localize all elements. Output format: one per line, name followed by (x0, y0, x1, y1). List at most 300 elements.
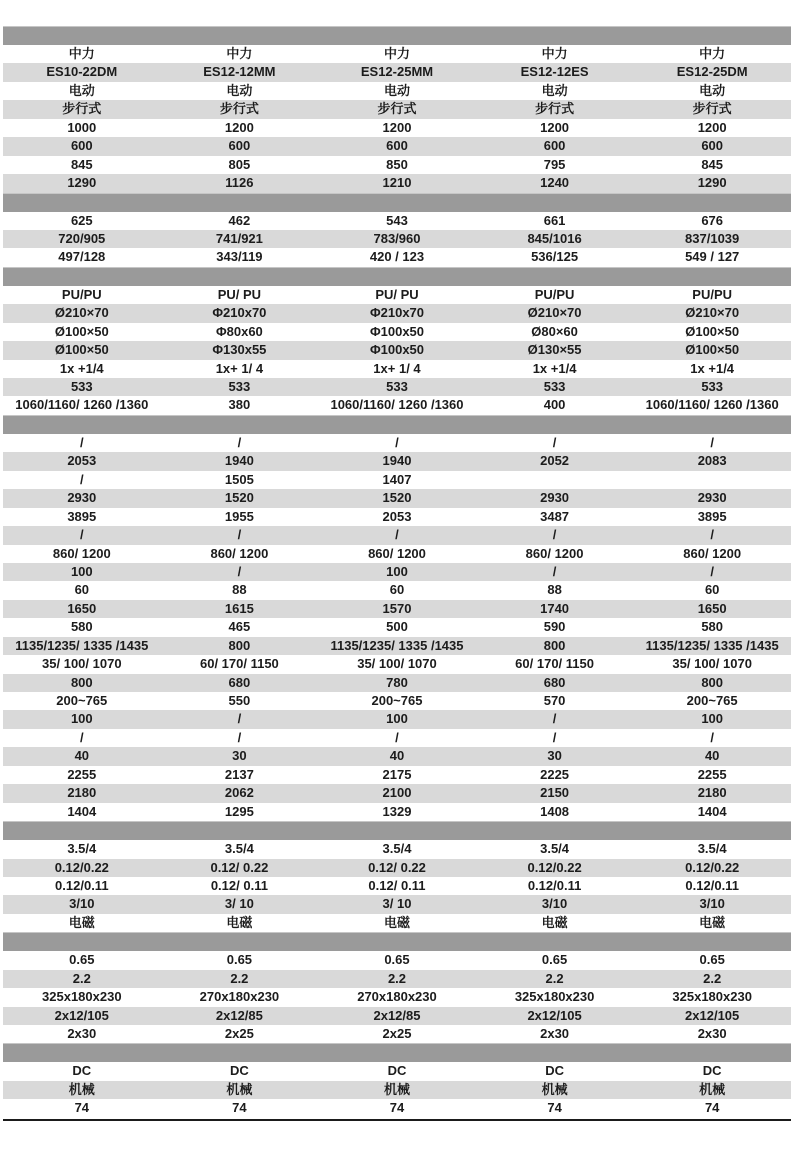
table-cell: 1404 (67, 803, 97, 819)
table-cell: 465 (228, 619, 251, 635)
table-row (3, 286, 791, 304)
table-row (3, 840, 791, 858)
table-cell: 3895 (67, 508, 97, 524)
table-cell: 步行式 (377, 101, 417, 117)
table-cell: DC (387, 1063, 407, 1079)
table-cell: 88 (547, 582, 562, 598)
table-cell: 60/ 170/ 1150 (199, 656, 279, 672)
table-cell: 0.12/ 0.22 (210, 859, 269, 875)
table-cell: 795 (543, 156, 566, 172)
table-cell: Ø100×50 (54, 323, 109, 339)
table-cell: / (237, 711, 242, 727)
table-cell: 电动 (383, 82, 410, 98)
table-cell: 1570 (382, 600, 412, 616)
table-cell: 0.12/0.11 (685, 877, 739, 893)
table-row (3, 471, 791, 489)
table-cell: 543 (386, 212, 408, 228)
table-cell: Ø100×50 (54, 342, 109, 358)
table-cell: 机械 (699, 1081, 726, 1097)
table-cell: 1x +1/4 (532, 360, 577, 376)
table-cell: 1407 (382, 471, 412, 487)
table-cell: 741/921 (215, 230, 263, 246)
table-cell: 860/ 1200 (368, 545, 426, 561)
table-cell: 2180 (697, 785, 727, 801)
table-row (3, 1007, 791, 1025)
table-cell: 676 (701, 212, 724, 228)
table-cell: DC (72, 1063, 92, 1079)
table-row (3, 526, 791, 544)
table-cell: 462 (228, 212, 251, 228)
table-cell: 3.5/4 (697, 841, 727, 857)
table-cell: 2.2 (545, 970, 564, 986)
table-cell: Φ210x70 (369, 305, 425, 321)
table-cell: 850 (386, 156, 408, 172)
table-cell: 2062 (224, 785, 254, 801)
table-cell: 机械 (541, 1081, 568, 1097)
table-row (3, 581, 791, 599)
table-cell: Φ100x50 (369, 342, 425, 358)
table-cell: 60 (389, 582, 405, 598)
table-cell: 中力 (68, 46, 95, 61)
table-cell: 0.12/ 0.11 (210, 877, 268, 893)
table-cell: / (395, 527, 399, 543)
table-cell: 1295 (224, 803, 254, 819)
table-cell: 步行式 (692, 101, 732, 117)
table-cell: 中力 (699, 46, 726, 61)
table-cell: / (552, 563, 557, 579)
table-cell: 343/119 (216, 249, 263, 265)
table-row (3, 766, 791, 784)
table-cell: 2100 (382, 785, 412, 801)
table-cell: 783/960 (373, 230, 421, 246)
table-cell: 533 (386, 379, 408, 394)
table-cell: 0.65 (384, 952, 410, 968)
section-divider-bar (3, 1043, 791, 1062)
table-cell: 3895 (697, 508, 727, 524)
table-cell: 800 (701, 674, 724, 690)
table-cell: 1290 (67, 175, 97, 191)
table-cell: 325x180x230 (42, 989, 122, 1005)
table-cell: 2083 (697, 453, 727, 469)
table-cell: 60 (704, 582, 720, 598)
table-cell: / (710, 729, 714, 745)
table-cell: Ø210×70 (527, 305, 582, 321)
table-cell: 1x +1/4 (690, 360, 735, 376)
table-cell: 中力 (226, 46, 253, 61)
table-cell: 0.65 (699, 952, 725, 968)
table-cell: 74 (232, 1100, 247, 1116)
table-cell: 3/10 (69, 896, 95, 912)
table-cell: 30 (547, 748, 562, 764)
table-row (3, 1062, 791, 1080)
table-cell: 1505 (224, 471, 254, 487)
table-cell: 1290 (697, 175, 727, 191)
table-cell: 60 (74, 582, 90, 598)
table-cell: 1940 (224, 453, 254, 469)
table-cell: 200~765 (686, 693, 738, 708)
table-cell: 1650 (67, 600, 97, 616)
table-cell: 270x180x230 (199, 989, 280, 1005)
section-divider-bar (3, 193, 791, 212)
table-cell: 中力 (383, 46, 410, 61)
table-cell: 3/ 10 (382, 896, 412, 912)
table-cell: DC (702, 1063, 722, 1079)
table-cell: Φ210x70 (212, 305, 267, 321)
table-cell: 100 (386, 563, 408, 579)
table-cell: 40 (704, 748, 720, 764)
table-cell: / (710, 527, 714, 543)
table-cell: / (237, 527, 242, 543)
table-cell: 1135/1235/ 1335 /1435 (330, 637, 464, 653)
table-row (3, 1025, 791, 1043)
table-cell: 1x+ 1/ 4 (215, 360, 264, 376)
table-row (3, 655, 791, 673)
table-cell: 88 (232, 582, 247, 598)
table-row (3, 859, 791, 877)
table-cell: 845 (70, 156, 93, 172)
table-cell: 570 (543, 693, 566, 708)
table-cell: 325x180x230 (514, 989, 595, 1005)
table-cell: 380 (228, 397, 251, 413)
table-cell: 1520 (224, 490, 254, 506)
table-bottom-rule (3, 1119, 791, 1121)
table-cell: 2x12/105 (527, 1007, 582, 1023)
table-row (3, 341, 791, 359)
table-cell: 800 (228, 637, 251, 653)
table-cell: 电磁 (699, 914, 726, 930)
table-cell: PU/PU (534, 286, 575, 302)
table-cell: 805 (228, 156, 251, 172)
table-cell: / (79, 729, 84, 745)
table-cell: / (79, 434, 84, 450)
table-cell: 1615 (224, 600, 254, 616)
table-cell: 步行式 (219, 101, 259, 117)
table-cell: 3/10 (699, 896, 725, 912)
table-row (3, 230, 791, 248)
table-cell: 2.2 (703, 970, 722, 986)
table-cell: 2x25 (224, 1026, 254, 1041)
table-row (3, 545, 791, 563)
table-cell: / (552, 711, 557, 727)
table-cell: 2.2 (230, 970, 249, 986)
table-cell: 1329 (382, 803, 412, 819)
table-cell: 60/ 170/ 1150 (515, 656, 594, 672)
table-cell: 电磁 (383, 914, 410, 930)
table-cell: 35/ 100/ 1070 (357, 656, 437, 672)
table-row (3, 1099, 791, 1117)
table-cell: 74 (547, 1100, 562, 1116)
table-cell: ES10-22DM (46, 64, 118, 80)
table-cell: 1200 (224, 119, 254, 135)
table-cell: 100 (701, 711, 724, 727)
table-cell: 0.12/0.22 (527, 859, 582, 875)
table-cell: 0.12/0.11 (527, 877, 582, 893)
table-cell: 2x30 (67, 1026, 97, 1041)
table-row (3, 877, 791, 895)
table-cell: 1650 (697, 600, 727, 616)
table-cell: 2930 (540, 490, 570, 506)
table-cell: 74 (389, 1100, 405, 1116)
table-cell: 2052 (540, 453, 570, 469)
table-cell: / (710, 434, 714, 450)
table-cell: 74 (74, 1100, 90, 1116)
table-row (3, 63, 791, 81)
table-cell: 0.12/0.11 (55, 877, 109, 893)
table-row (3, 137, 791, 155)
table-row (3, 951, 791, 969)
table-cell: 860/ 1200 (52, 545, 111, 561)
table-cell: / (237, 434, 242, 450)
table-cell: 0.65 (226, 952, 253, 968)
table-cell: / (79, 471, 84, 487)
table-row (3, 803, 791, 821)
table-cell: / (710, 563, 714, 579)
section-divider-bar (3, 415, 791, 434)
table-cell: 200~765 (56, 693, 108, 708)
table-cell: 845 (701, 156, 724, 172)
table-row (3, 396, 791, 414)
table-cell: 2.2 (387, 970, 407, 986)
table-cell: 837/1039 (685, 230, 740, 246)
table-cell: 3.5/4 (224, 841, 254, 857)
table-cell: ES12-12MM (203, 64, 276, 80)
table-cell: 100 (386, 711, 408, 727)
table-cell: 2x12/105 (54, 1007, 109, 1023)
table-cell: 2175 (382, 766, 412, 782)
table-cell: 1940 (382, 453, 412, 469)
table-row (3, 323, 791, 341)
table-cell: 电动 (226, 82, 253, 98)
spec-sheet (3, 26, 791, 1121)
table-cell: 533 (543, 379, 566, 394)
table-row (3, 618, 791, 636)
table-cell: DC (230, 1063, 249, 1079)
table-row (3, 1081, 791, 1099)
table-cell: 74 (704, 1100, 720, 1116)
table-cell: DC (545, 1063, 564, 1079)
section-divider-bar (3, 26, 791, 45)
table-cell: 2053 (67, 453, 97, 469)
table-cell: 0.65 (69, 952, 95, 968)
table-cell: 550 (228, 693, 251, 708)
table-cell: 600 (386, 138, 408, 154)
table-cell: 500 (386, 619, 408, 635)
table-cell: 2137 (224, 766, 254, 782)
table-cell: 536/125 (531, 249, 579, 265)
table-cell: ES12-12ES (520, 64, 589, 80)
table-cell: 2x12/85 (373, 1007, 421, 1023)
table-cell: 0.65 (541, 952, 568, 968)
table-cell: 2255 (697, 766, 727, 782)
table-cell: 1135/1235/ 1335 /1435 (15, 637, 149, 653)
section-divider-bar (3, 932, 791, 951)
table-row (3, 692, 791, 710)
table-cell: 1408 (540, 803, 570, 819)
table-cell: Ø80×60 (531, 323, 578, 339)
table-row (3, 637, 791, 655)
table-cell: ES12-25DM (676, 64, 748, 80)
section-divider-bar (3, 821, 791, 840)
table-cell: 2180 (67, 785, 97, 801)
table-cell: 电磁 (68, 914, 95, 930)
table-cell: 661 (543, 212, 566, 228)
table-cell: Ø100×50 (685, 342, 740, 358)
table-cell: / (395, 729, 399, 745)
table-row (3, 212, 791, 230)
table-cell: 1x+ 1/ 4 (373, 360, 421, 376)
table-row (3, 248, 791, 266)
table-cell: 0.12/ 0.11 (368, 877, 426, 893)
table-row (3, 119, 791, 137)
table-cell: 2053 (382, 508, 412, 524)
table-cell: 2930 (697, 490, 727, 506)
table-cell: 机械 (383, 1081, 410, 1097)
spec-table (3, 26, 791, 1118)
table-cell: 533 (70, 379, 93, 394)
table-cell: 2x12/85 (215, 1007, 263, 1023)
table-row (3, 45, 791, 63)
table-cell: 1520 (382, 490, 412, 506)
table-cell: PU/ PU (375, 286, 419, 302)
table-cell: / (552, 729, 557, 745)
table-cell: 2x30 (540, 1026, 570, 1041)
table-cell: 35/ 100/ 1070 (672, 656, 752, 672)
table-cell: 400 (543, 397, 566, 413)
table-cell: 步行式 (535, 101, 575, 117)
table-row (3, 784, 791, 802)
table-cell: 270x180x230 (357, 989, 437, 1005)
table-cell: 800 (543, 637, 566, 653)
table-cell: 420 / 123 (369, 249, 425, 265)
table-cell: / (237, 563, 242, 579)
table-cell: 580 (70, 619, 93, 635)
table-cell: / (552, 434, 557, 450)
table-cell: 680 (228, 674, 251, 690)
table-cell: 1200 (540, 119, 570, 135)
table-row (3, 563, 791, 581)
table-cell: 860/ 1200 (525, 545, 584, 561)
table-cell: 625 (70, 212, 93, 228)
table-cell: 533 (228, 379, 251, 394)
table-cell: PU/PU (692, 286, 733, 302)
table-cell: / (79, 527, 84, 543)
table-cell: 步行式 (62, 101, 102, 117)
table-cell: 100 (70, 711, 93, 727)
table-cell: Φ100x50 (369, 323, 425, 339)
table-cell: 1240 (540, 175, 570, 191)
table-cell: / (395, 434, 399, 450)
table-cell: 1126 (225, 175, 254, 191)
section-divider-bar (3, 267, 791, 286)
table-cell: 2150 (540, 785, 570, 801)
table-row (3, 489, 791, 507)
table-cell: 1135/1235/ 1335 /1435 (645, 637, 779, 653)
table-cell: 2.2 (72, 970, 91, 986)
table-row (3, 360, 791, 378)
table-cell: 2255 (67, 766, 97, 782)
table-cell: 780 (386, 674, 408, 690)
table-row (3, 710, 791, 728)
table-cell: 600 (228, 138, 251, 154)
table-row (3, 156, 791, 174)
table-cell: 中力 (541, 46, 568, 61)
table-cell: 1060/1160/ 1260 /1360 (645, 397, 779, 413)
table-cell: 680 (543, 674, 566, 690)
table-cell: 1404 (697, 803, 727, 819)
table-cell: 3487 (540, 508, 570, 524)
table-row (3, 378, 791, 396)
table-row (3, 100, 791, 118)
table-cell: 1200 (382, 119, 412, 135)
table-cell: 1x +1/4 (59, 360, 104, 376)
table-cell: 35/ 100/ 1070 (42, 656, 122, 672)
table-cell: 3.5/4 (382, 841, 412, 857)
table-row (3, 82, 791, 100)
table-cell: 0.12/ 0.22 (368, 859, 426, 875)
table-cell: 720/905 (58, 230, 106, 246)
table-cell: 3/ 10 (224, 896, 254, 912)
table-cell: 1200 (697, 119, 727, 135)
table-cell: 0.12/0.22 (685, 859, 740, 875)
table-cell: 600 (70, 138, 93, 154)
table-cell: 电磁 (541, 914, 568, 930)
table-cell: 860/ 1200 (683, 545, 742, 561)
table-cell: 2x25 (382, 1026, 412, 1041)
table-cell: 590 (543, 619, 566, 635)
table-cell: 机械 (226, 1081, 253, 1097)
table-cell: 30 (232, 748, 247, 764)
table-cell: 100 (70, 563, 93, 579)
table-cell: 497/128 (58, 249, 106, 265)
table-cell: / (237, 729, 242, 745)
table-cell: 2x12/105 (685, 1007, 740, 1023)
table-cell: 2930 (67, 490, 97, 506)
table-cell: 机械 (68, 1081, 95, 1097)
table-row (3, 452, 791, 470)
table-cell: PU/ PU (217, 286, 262, 302)
table-cell: 2x30 (697, 1026, 727, 1041)
table-cell: 325x180x230 (672, 989, 752, 1005)
table-cell: 580 (701, 619, 724, 635)
table-cell: 3.5/4 (540, 841, 570, 857)
table-cell: 0.12/0.22 (54, 859, 109, 875)
table-row (3, 508, 791, 526)
table-cell: 3/10 (541, 896, 568, 912)
table-cell: 电动 (68, 82, 95, 98)
table-cell: 电动 (541, 82, 568, 98)
table-cell: Ø210×70 (685, 305, 740, 321)
table-row (3, 434, 791, 452)
table-row (3, 988, 791, 1006)
table-cell: 1060/1160/ 1260 /1360 (15, 397, 149, 413)
table-cell: 40 (389, 748, 405, 764)
table-cell: 电磁 (226, 914, 253, 930)
table-row (3, 895, 791, 913)
table-cell: Φ130x55 (212, 342, 267, 358)
table-row (3, 970, 791, 988)
table-cell: 电动 (699, 82, 726, 98)
table-row (3, 304, 791, 322)
table-cell: 860/ 1200 (210, 545, 269, 561)
table-cell: 1740 (540, 600, 570, 616)
table-cell: Ø100×50 (685, 323, 740, 339)
table-cell: 1000 (67, 119, 97, 135)
table-cell: 600 (543, 138, 566, 154)
table-cell: 200~765 (371, 693, 423, 708)
table-cell: 549 / 127 (685, 249, 740, 265)
table-row (3, 674, 791, 692)
table-cell: Φ80x60 (215, 323, 263, 339)
